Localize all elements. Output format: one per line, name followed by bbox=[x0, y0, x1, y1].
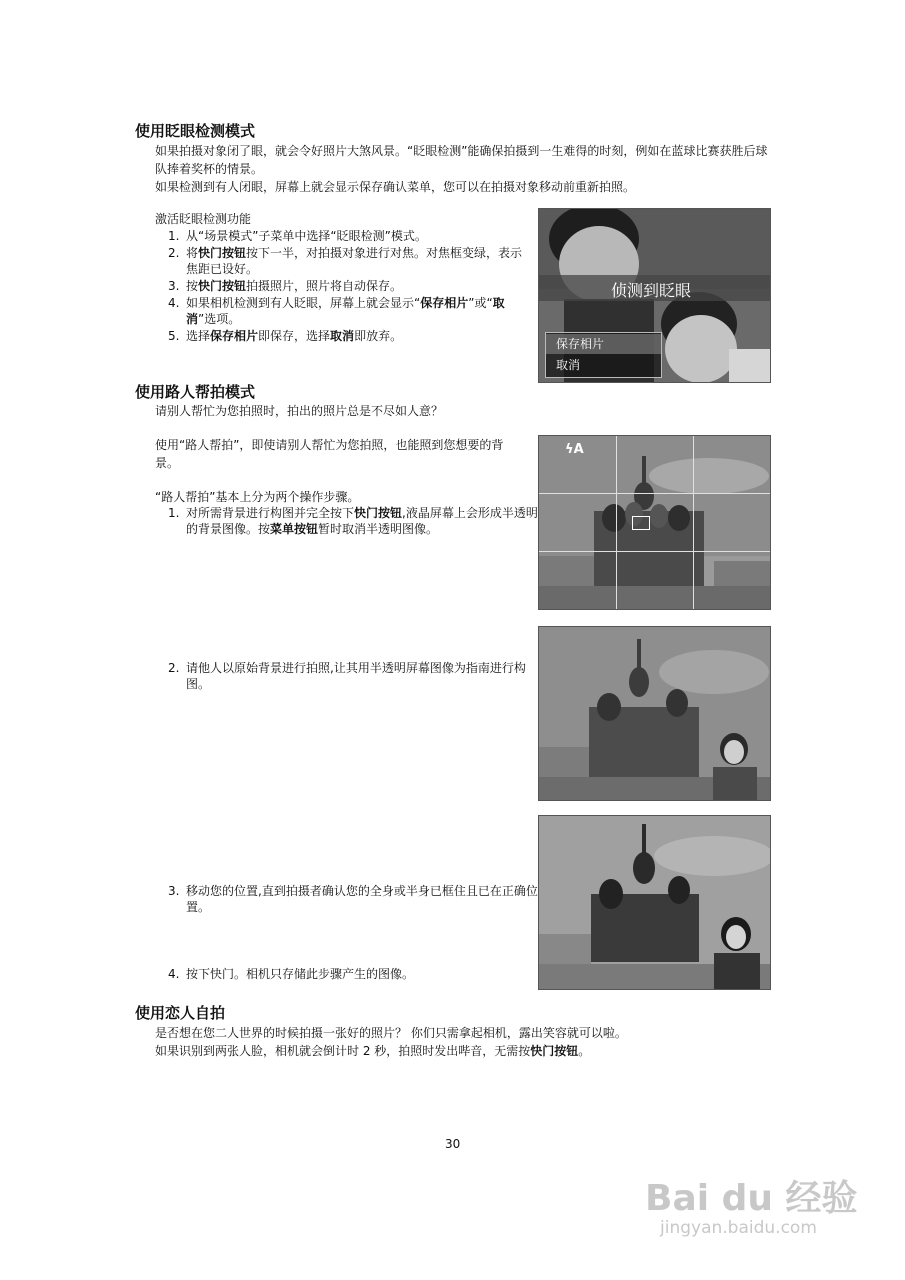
section-title-lovers: 使用恋人自拍 bbox=[135, 1004, 226, 1022]
menu-save-photo[interactable]: 保存相片 bbox=[546, 334, 661, 354]
blink-detection-screen bbox=[538, 208, 771, 383]
grid-line bbox=[539, 493, 770, 494]
flash-auto-icon: ϟA bbox=[565, 442, 584, 457]
final-photo-screen bbox=[538, 815, 771, 990]
list-item: 4. 如果相机检测到有人眨眼，屏幕上就会显示“保存相片”或“取消”选项。 bbox=[168, 296, 505, 326]
list-item: 1. 对所需背景进行构图并完全按下快门按钮,液晶屏幕上会形成半透明的背景图像。按菜单按钮暂时取消半透明图像。 bbox=[168, 506, 538, 536]
grid-line bbox=[616, 436, 617, 609]
cathedral-person-photo bbox=[539, 627, 770, 800]
steps-list bbox=[168, 228, 528, 345]
paragraph: 如果拍摄对象闭了眼，就会令好照片大煞风景。“眨眼检测”能确保拍摄到一生难得的时刻，例如在蓝球比赛获胜后球队捧着奖杯的情景。 bbox=[155, 144, 768, 176]
paragraph: 是否想在您二人世界的时候拍摄一张好的照片？ 你们只需拿起相机，露出笑容就可以啦。 bbox=[155, 1026, 627, 1040]
baidu-logo: Bai du 经验 bbox=[645, 1178, 858, 1219]
paragraph: “路人帮拍”基本上分为两个操作步骤。 bbox=[155, 490, 360, 504]
focus-frame bbox=[632, 516, 650, 530]
paragraph: 使用“路人帮拍”，即使请别人帮忙为您拍照，也能照到您想要的背景。 bbox=[155, 438, 504, 470]
cathedral-final-photo bbox=[539, 816, 770, 989]
watermark-url: jingyan.baidu.com bbox=[660, 1218, 817, 1238]
section-title-blink: 使用眨眼检测模式 bbox=[135, 122, 256, 140]
list-item: 1. 从“场景模式”子菜单中选择“眨眼检测”模式。 bbox=[168, 229, 427, 243]
save-confirm-menu bbox=[545, 332, 662, 378]
grid-line bbox=[693, 436, 694, 609]
list-item: 2. 将快门按钮按下一半，对拍摄对象进行对焦。对焦框变绿，表示焦距已设好。 bbox=[168, 246, 523, 276]
list-item: 3. 移动您的位置,直到拍摄者确认您的全身或半身已框住且已在正确位置。 bbox=[168, 884, 538, 914]
list-item: 4. 按下快门。相机只存储此步骤产生的图像。 bbox=[168, 967, 415, 981]
section-title-passerby: 使用路人帮拍模式 bbox=[135, 383, 256, 401]
list-item: 2. 请他人以原始背景进行拍照,让其用半透明屏幕图像为指南进行构图。 bbox=[168, 661, 526, 691]
blink-detected-banner: 侦测到眨眼 bbox=[611, 281, 692, 300]
menu-cancel[interactable]: 取消 bbox=[556, 358, 581, 372]
list-item: 3. 按快门按钮拍摄照片，照片将自动保存。 bbox=[168, 279, 403, 293]
paragraph: 如果识别到两张人脸，相机就会倒计时 2 秒，拍照时发出哔音，无需按快门按钮。 bbox=[155, 1044, 591, 1058]
paragraph: 请别人帮忙为您拍照时，拍出的照片总是不尽如人意？ bbox=[155, 404, 444, 418]
page-number: 30 bbox=[445, 1137, 461, 1151]
cathedral-photo bbox=[539, 436, 770, 609]
grid-line bbox=[539, 551, 770, 552]
list-item: 5. 选择保存相片即保存，选择取消即放弃。 bbox=[168, 329, 403, 343]
paragraph: 如果检测到有人闭眼，屏幕上就会显示保存确认菜单，您可以在拍摄对象移动前重新拍照。 bbox=[155, 180, 636, 194]
subheading: 激活眨眼检测功能 bbox=[155, 212, 252, 226]
translucent-background-screen bbox=[538, 626, 771, 801]
cathedral-composition-screen bbox=[538, 435, 771, 610]
